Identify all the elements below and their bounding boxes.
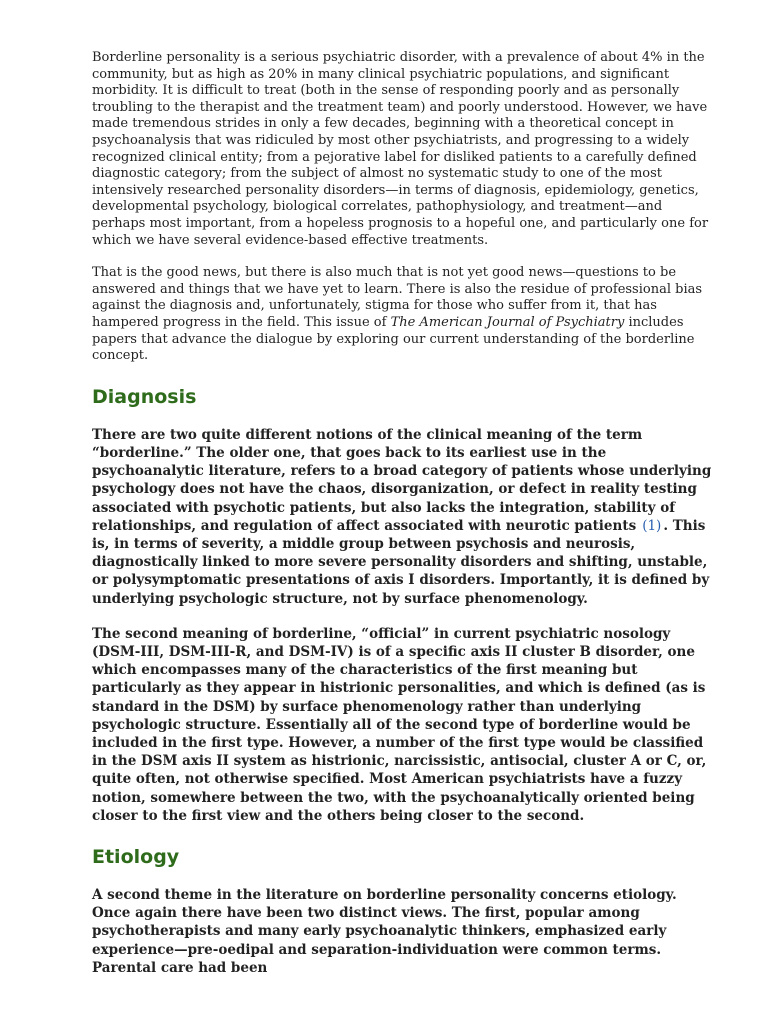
intro-p2-text-end: includes papers that advance the dialogue by exploring our current understanding of the borderline concept.: [92, 314, 695, 364]
section-heading-diagnosis: Diagnosis: [92, 385, 197, 408]
intro-p2-text-start: That is the good news, but there is also much that is not yet good news—questions to be answered and things that we have yet to learn. There is also the residue of professional bias against the diagnosis and, unfortunately, stigma for those who suffer from it, that has hampered progress in the field. This issue of: [92, 265, 703, 330]
introduction: [92, 50, 717, 365]
article-body: [92, 50, 717, 994]
intro-paragraph-2: [92, 265, 717, 365]
etiology-section: [92, 886, 717, 977]
etiology-paragraph-1: A second theme in the literature on borderline personality concerns etiology. Once again there have been two distinct views. The first, popular among psychotherapists and many early psychoanalytic thinkers, emphasized early experience—pre-oedipal and separation-individuation were common terms. Parental care had been: [92, 886, 677, 976]
section-heading-etiology: Etiology: [92, 845, 180, 868]
diagnosis-section: [92, 426, 717, 825]
intro-paragraph-1: Borderline personality is a serious psychiatric disorder, with a prevalence of about 4% in the community, but as high as 20% in many clinical psychiatric populations, and significant morbidity. It is difficult to treat (both in the sense of responding poorly and as personally troubling to the therapist and the treatment team) and poorly understood. However, we have made tremendous strides in only a few decades, beginning with a theoretical concept in psychoanalysis that was ridiculed by most other psychiatrists, and progressing to a widely recognized clinical entity; from a pejorative label for disliked patients to a carefully defined diagnostic category; from the subject of almost no systematic study to one of the most intensively researched personality disorders—in terms of diagnosis, epidemiology, genetics, developmental psychology, biological correlates, pathophysiology, and treatment—and perhaps most important, from a hopeless prognosis to a hopeful one, and particularly one for which we have several evidence-based effective treatments.: [92, 50, 709, 248]
diagnosis-p1-text-end: . This is, in terms of severity, a middle group between psychosis and neurosis, diagnostically linked to more severe personality disorders and shifting, unstable, or polysymptomatic presentations of axis I disorders. Importantly, it is defined by underlying psychologic structure, not by surface phenomenology.: [92, 517, 710, 607]
diagnosis-paragraph-2: The second meaning of borderline, “official” in current psychiatric nosology (DSM-III, DSM-III-R, and DSM-IV) is of a specific axis II cluster B disorder, one which encompasses many of the characteristics of the first meaning but particularly as they appear in histrionic personalities, and which is defined (as is standard in the DSM) by surface phenomenology rather than underlying psychologic structure. Essentially all of the second type of borderline would be included in the first type. However, a number of the first type would be classified in the DSM axis II system as histrionic, narcissistic, antisocial, cluster A or C, or, quite often, not otherwise specified. Most American psychiatrists have a fuzzy notion, somewhere between the two, with the psychoanalytically oriented being closer to the first view and the others being closer to the second.: [92, 625, 707, 824]
diagnosis-p1-text-start: There are two quite different notions of the clinical meaning of the term “borderline.” The older one, that goes back to its earliest use in the psychoanalytic literature, refers to a broad category of patients whose underlying psychology does not have the chaos, disorganization, or defect in reality testing associated with psychotic patients, but also lacks the integration, stability of relationships, and regulation of affect associated with neurotic patients: [92, 426, 712, 534]
reference-link-1[interactable]: (1): [642, 517, 662, 534]
journal-title: The American Journal of Psychiatry: [390, 314, 625, 330]
diagnosis-paragraph-1: [92, 426, 717, 608]
